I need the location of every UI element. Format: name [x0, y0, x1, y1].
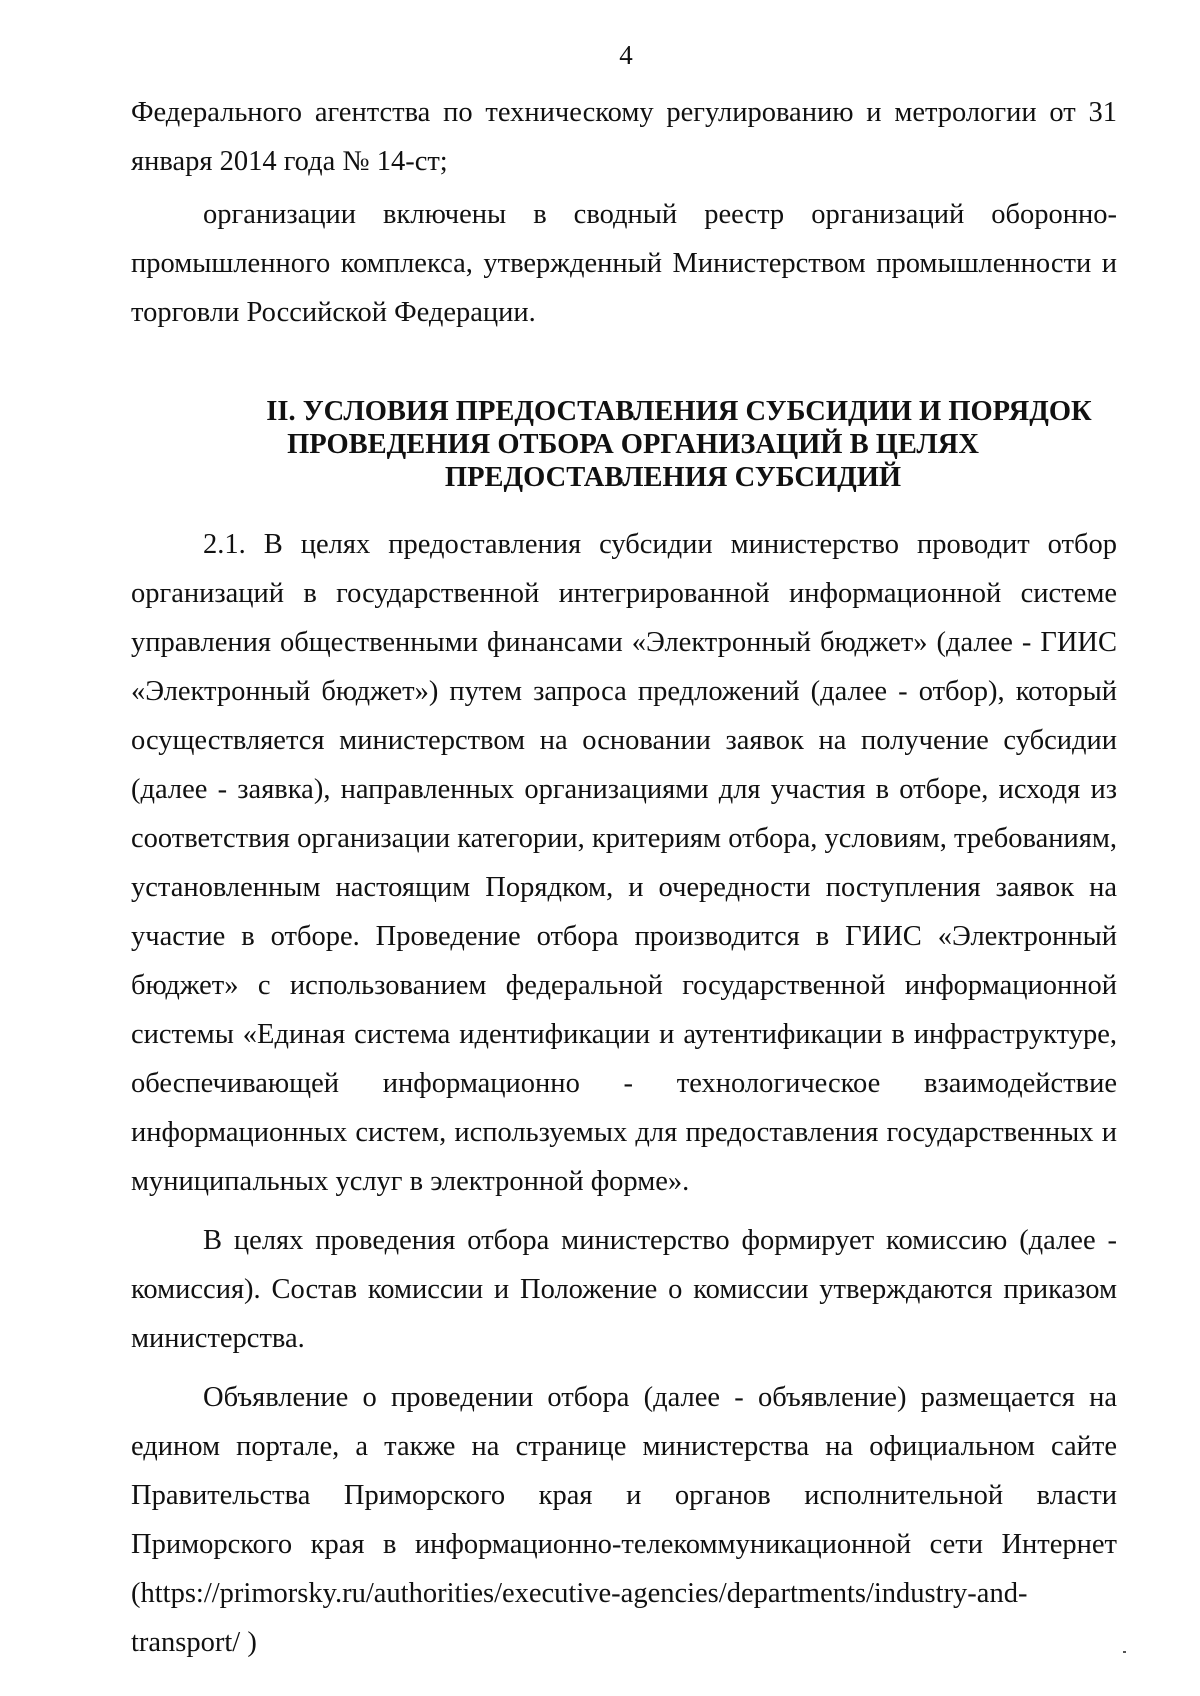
page-number: 4 [619, 40, 633, 70]
paragraph-agency-reference: Федерального агентства по техническому регулированию и метрологии от 31 января 2014 года № 14-ст; [131, 97, 1117, 177]
scan-artifact-dot [1123, 1651, 1126, 1653]
section-heading [131, 395, 1117, 494]
section-heading-line-2: ПРОВЕДЕНИЯ ОТБОРА ОРГАНИЗАЦИЙ В ЦЕЛЯХ [287, 429, 979, 460]
paragraph-registry-inclusion: организации включены в сводный реестр организаций оборонно-промышленного комплекса, утвержденный Министерством промышленности и торговли Российской Федерации. [131, 199, 1117, 328]
paragraph-announcement: Объявление о проведении отбора (далее - объявление) размещается на едином портале, а также на странице министерства на официальном сайте Правительства Приморского края и органов исполнительной власти Приморского края в информационно-телекоммуникационной сети Интернет (https://primorsky.ru/authorities/executive-agencies/departments/industry-and-transport/ ) [131, 1382, 1117, 1658]
section-heading-line-3: ПРЕДОСТАВЛЕНИЯ СУБСИДИЙ [444, 462, 902, 493]
document-body [131, 88, 1117, 1667]
paragraph-2-1-selection: 2.1. В целях предоставления субсидии министерство проводит отбор организаций в государственной интегрированной информационной системе управления общественными финансами «Электронный бюджет» (далее - ГИИС «Электронный бюджет») путем запроса предложений (далее - отбор), который осуществляется министерством на основании заявок на получение субсидии (далее - заявка), направленных организациями для участия в отборе, исходя из соответствия организации категории, критериям отбора, условиям, требованиям, установленным настоящим Порядком, и очередности поступления заявок на участие в отборе. Проведение отбора производится в ГИИС «Электронный бюджет» с использованием федеральной государственной информационной системы «Единая система идентификации и аутентификации в инфраструктуре, обеспечивающей информационно - технологическое взаимодействие информационных систем, используемых для предоставления государственных и муниципальных услуг в электронной форме». [131, 529, 1117, 1197]
section-heading-line-1: II. УСЛОВИЯ ПРЕДОСТАВЛЕНИЯ СУБСИДИИ И ПОРЯДОК [266, 396, 1092, 427]
paragraph-commission: В целях проведения отбора министерство формирует комиссию (далее - комиссия). Состав комиссии и Положение о комиссии утверждаются приказом министерства. [131, 1225, 1117, 1354]
